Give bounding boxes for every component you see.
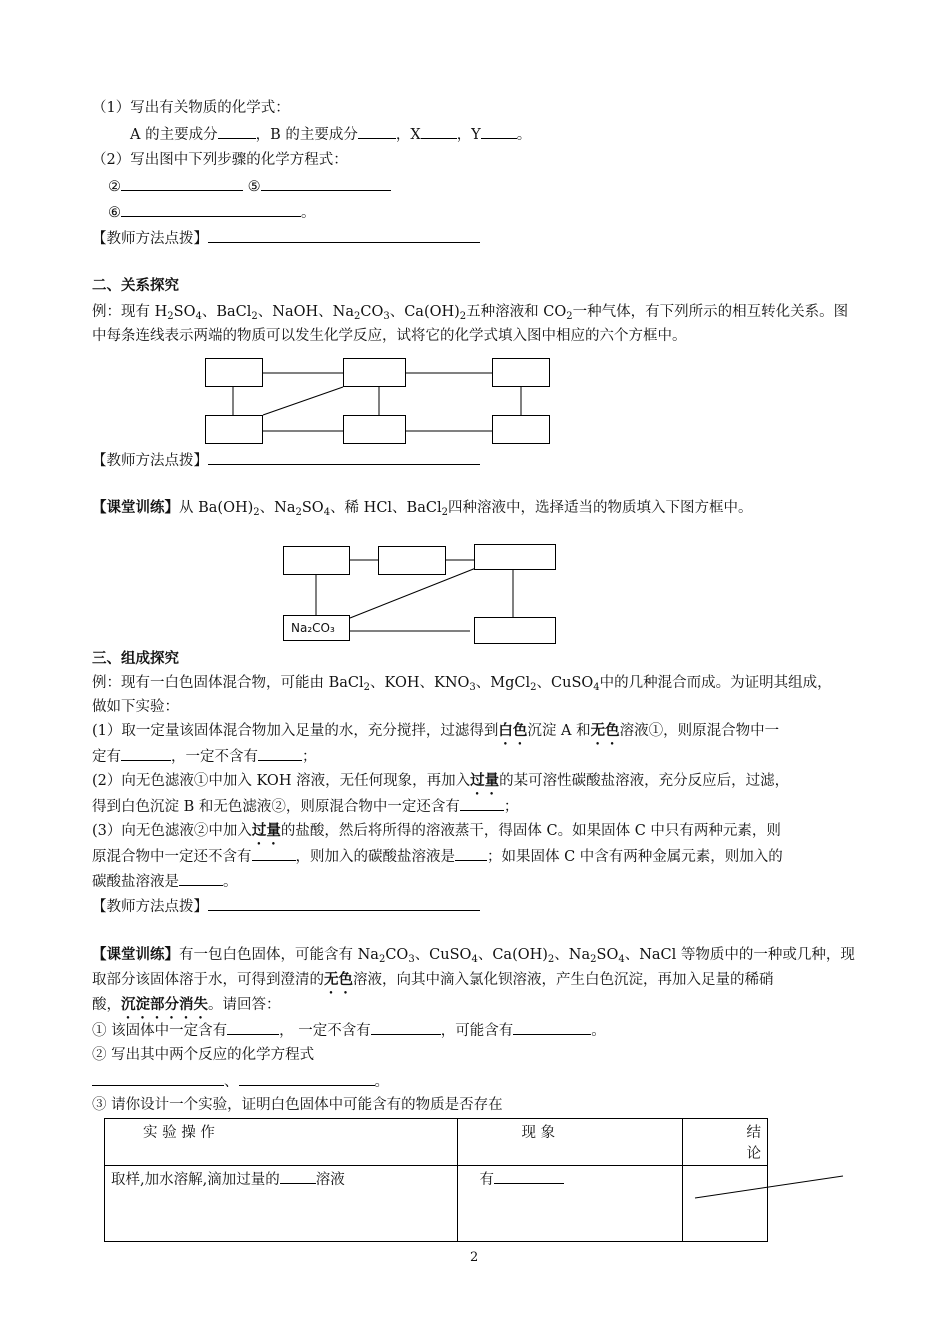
cell-phenomenon xyxy=(457,1166,682,1242)
header-phenomenon: 现 象 xyxy=(457,1119,682,1166)
subscript: 2 xyxy=(251,311,258,322)
text: 、CuSO xyxy=(536,675,594,691)
teacher-tip-3 xyxy=(92,896,480,917)
practice1-box-3[interactable] xyxy=(474,544,556,570)
text: 、Na xyxy=(259,500,296,516)
blank-not-contain[interactable] xyxy=(252,846,296,861)
text: 四种溶液中，选择适当的物质填入下图方框中。 xyxy=(447,500,753,516)
blank-must-contain[interactable] xyxy=(121,746,171,761)
practice1-box-2[interactable] xyxy=(378,546,446,575)
emphasis-text: 沉淀部分消失 xyxy=(121,996,208,1013)
subscript: 3 xyxy=(469,682,476,693)
text: 的盐酸，然后将所得的溶液蒸干，得固体 C。如果固体 C 中只有两种元素，则 xyxy=(280,823,781,839)
text: 酸， xyxy=(92,997,121,1013)
text: CO xyxy=(360,304,384,320)
section3-part2-line1 xyxy=(92,771,789,798)
header-conclusion: 结论 xyxy=(682,1119,768,1166)
step-6-label: ⑥ xyxy=(108,205,121,221)
text: 、NaCl 等物质中的一种或几种，现 xyxy=(624,947,855,963)
text: ，则加入的碳酸盐溶液是 xyxy=(295,849,455,865)
emphasis-text: 无色 xyxy=(590,722,620,739)
subscript: 4 xyxy=(195,311,202,322)
text: 取部分该固体溶于水，可得到澄清的 xyxy=(92,972,324,988)
subscript: 2 xyxy=(353,311,361,322)
practice-label: 【课堂训练】 xyxy=(92,499,179,516)
blank-also-contains[interactable] xyxy=(460,796,504,811)
text: ； xyxy=(302,749,317,765)
page-number: 2 xyxy=(470,1250,479,1265)
subscript: 2 xyxy=(167,311,174,322)
subscript: 4 xyxy=(618,954,625,965)
text: 原混合物中一定还不含有 xyxy=(92,849,252,865)
text: 、KOH、KNO xyxy=(370,675,470,691)
table-header-row xyxy=(105,1119,768,1166)
text: 、CuSO xyxy=(414,947,472,963)
header-operation: 实 验 操 作 xyxy=(105,1119,458,1166)
subscript: 2 xyxy=(363,682,371,693)
practice2-equations xyxy=(92,1071,389,1092)
text: SO xyxy=(173,304,196,320)
subscript: 2 xyxy=(441,507,448,518)
text: 、Ca(OH) xyxy=(477,947,548,963)
emphasis-text: 无色 xyxy=(324,971,353,988)
text: 取样,加水溶解,滴加过量的 xyxy=(111,1172,280,1188)
step-5-label: ⑤ xyxy=(247,179,261,195)
text: 碳酸盐溶液是 xyxy=(92,874,179,890)
subscript: 2 xyxy=(590,954,597,965)
teacher-tip-blank[interactable] xyxy=(208,896,480,911)
text: ， 一定不含有 xyxy=(279,1023,371,1039)
table-row xyxy=(105,1166,768,1242)
practice1-box-na2co3: Na₂CO₃ xyxy=(283,615,350,641)
practice2-line1 xyxy=(92,945,855,970)
blank-must-not-contain[interactable] xyxy=(258,746,302,761)
subscript: 3 xyxy=(408,954,415,965)
text: 、MgCl xyxy=(475,675,531,691)
label-a: A 的主要成分 xyxy=(130,127,218,143)
blank-equation-2[interactable] xyxy=(239,1071,375,1086)
text: 。 xyxy=(223,874,238,890)
text: 。请回答： xyxy=(208,997,281,1013)
practice-label: 【课堂训练】 xyxy=(92,946,179,963)
text: (2）向无色滤液①中加入 KOH 溶液，无任何现象，再加入 xyxy=(92,773,471,789)
text: 、Ca(OH) xyxy=(389,304,460,320)
text: 、NaOH、Na xyxy=(257,304,354,320)
text: (1）取一定量该固体混合物加入足量的水，充分搅拌，过滤得到 xyxy=(92,723,499,739)
subscript: 2 xyxy=(566,311,573,322)
text: 沉淀 A 和 xyxy=(527,723,591,739)
text: 。 xyxy=(374,1074,389,1090)
text: 溶液①，则原混合物中一 xyxy=(619,723,780,739)
label-b: ，B 的主要成分 xyxy=(255,127,358,143)
blank-carbonate-2[interactable] xyxy=(179,871,223,886)
teacher-tip-label: 【教师方法点拨】 xyxy=(92,231,208,247)
subscript: 2 xyxy=(530,682,537,693)
label-x: ，X xyxy=(395,127,421,143)
practice2-question1 xyxy=(92,1020,606,1041)
section-heading-composition: 三、组成探究 xyxy=(92,650,179,667)
text: 例：现有 H xyxy=(92,304,168,320)
text: SO xyxy=(596,947,619,963)
text: 溶液，向其中滴入氯化钡溶液，产生白色沉淀，再加入足量的稀硝 xyxy=(353,972,774,988)
subscript: 4 xyxy=(323,507,331,518)
text: 有一包白色固体，可能含有 Na xyxy=(179,947,379,963)
subscript: 4 xyxy=(471,954,478,965)
text: 的某可溶性碳酸盐溶液，充分反应后，过滤， xyxy=(499,773,790,789)
text: 得到白色沉淀 B 和无色滤液②，则原混合物中一定还含有 xyxy=(92,799,460,815)
text: 、稀 HCl、BaCl xyxy=(330,500,442,516)
section3-part1-line1 xyxy=(92,721,779,748)
experiment-table xyxy=(104,1118,768,1242)
practice2-line2 xyxy=(92,970,774,997)
section2-example-line2: 中每条连线表示两端的物质可以发生化学反应，试将它的化学式填入图中相应的六个方框中。 xyxy=(92,328,687,344)
subscript: 2 xyxy=(253,507,260,518)
text: ； xyxy=(503,799,519,815)
text: 。 xyxy=(591,1023,606,1039)
text: 、Na xyxy=(554,947,591,963)
subscript: 2 xyxy=(459,311,467,322)
section3-part1-line2 xyxy=(92,746,317,767)
blank-not-contains[interactable] xyxy=(371,1020,441,1035)
blank-carbonate-1[interactable] xyxy=(455,846,487,861)
text: ，一定不含有 xyxy=(171,749,258,765)
period: 。 xyxy=(516,127,532,143)
emphasis-text: 白色 xyxy=(498,722,528,739)
q2-instruction: （2）写出图中下列步骤的化学方程式： xyxy=(92,152,348,168)
text: 例：现有一白色固体混合物，可能由 BaCl xyxy=(92,675,364,691)
section3-part2-line2 xyxy=(92,796,518,817)
step-2-label: ② xyxy=(108,179,121,195)
text: 定有 xyxy=(92,749,121,765)
text: ① 该固体中一定含有 xyxy=(92,1023,228,1039)
section3-part3-line2 xyxy=(92,846,783,867)
section3-part3-line3 xyxy=(92,871,238,892)
period: 。 xyxy=(301,205,316,221)
subscript: 4 xyxy=(593,682,600,693)
text: 一种气体，有下列所示的相互转化关系。图 xyxy=(572,304,849,320)
practice2-question3: ③ 请你设计一个实验，证明白色固体中可能含有的物质是否存在 xyxy=(92,1097,503,1113)
text: 从 Ba(OH) xyxy=(179,500,254,516)
practice2-question2: ② 写出其中两个反应的化学方程式 xyxy=(92,1047,315,1063)
text: 溶液 xyxy=(315,1172,345,1188)
cell-conclusion xyxy=(682,1166,768,1242)
teacher-tip-label: 【教师方法点拨】 xyxy=(92,899,208,915)
text: ，可能含有 xyxy=(440,1023,514,1039)
practice1-box-1[interactable] xyxy=(283,546,350,575)
section3-part3-line1 xyxy=(92,821,781,848)
section3-example-line2: 做如下实验： xyxy=(92,699,179,715)
teacher-tip-label: 【教师方法点拨】 xyxy=(92,453,208,469)
subscript: 3 xyxy=(383,311,390,322)
text: 中的几种混合而成。为证明其组成， xyxy=(599,675,832,691)
subscript: 2 xyxy=(547,954,555,965)
text: 、BaCl xyxy=(201,304,252,320)
blank-reagent[interactable] xyxy=(280,1169,316,1184)
subscript: 2 xyxy=(295,507,302,518)
q1-instruction: （1）写出有关物质的化学式： xyxy=(92,100,290,116)
text: (3）向无色滤液②中加入 xyxy=(92,823,252,839)
blank-equation-1[interactable] xyxy=(92,1071,224,1086)
section-heading-relation: 二、关系探究 xyxy=(92,277,179,294)
practice2-line3 xyxy=(92,995,281,1022)
text: ；如果固体 C 中含有两种金属元素，则加入的 xyxy=(487,849,783,865)
link-line xyxy=(350,568,476,618)
text: SO xyxy=(301,500,324,516)
cell-operation xyxy=(105,1166,458,1242)
subscript: 2 xyxy=(378,954,386,965)
practice1-box-4[interactable] xyxy=(474,617,556,644)
text: CO xyxy=(385,947,409,963)
slash-line xyxy=(691,1174,851,1214)
section3-example-line1 xyxy=(92,673,832,698)
text: 、 xyxy=(224,1074,239,1090)
emphasis-text: 过量 xyxy=(251,822,281,839)
text: 五种溶液和 CO xyxy=(466,304,567,320)
label-y: ，Y xyxy=(456,127,481,143)
emphasis-text: 过量 xyxy=(470,772,500,789)
blank-phenomenon[interactable] xyxy=(494,1169,564,1184)
blank-contains[interactable] xyxy=(227,1020,279,1035)
blank-may-contain[interactable] xyxy=(513,1020,591,1035)
text: 有 xyxy=(479,1172,495,1188)
